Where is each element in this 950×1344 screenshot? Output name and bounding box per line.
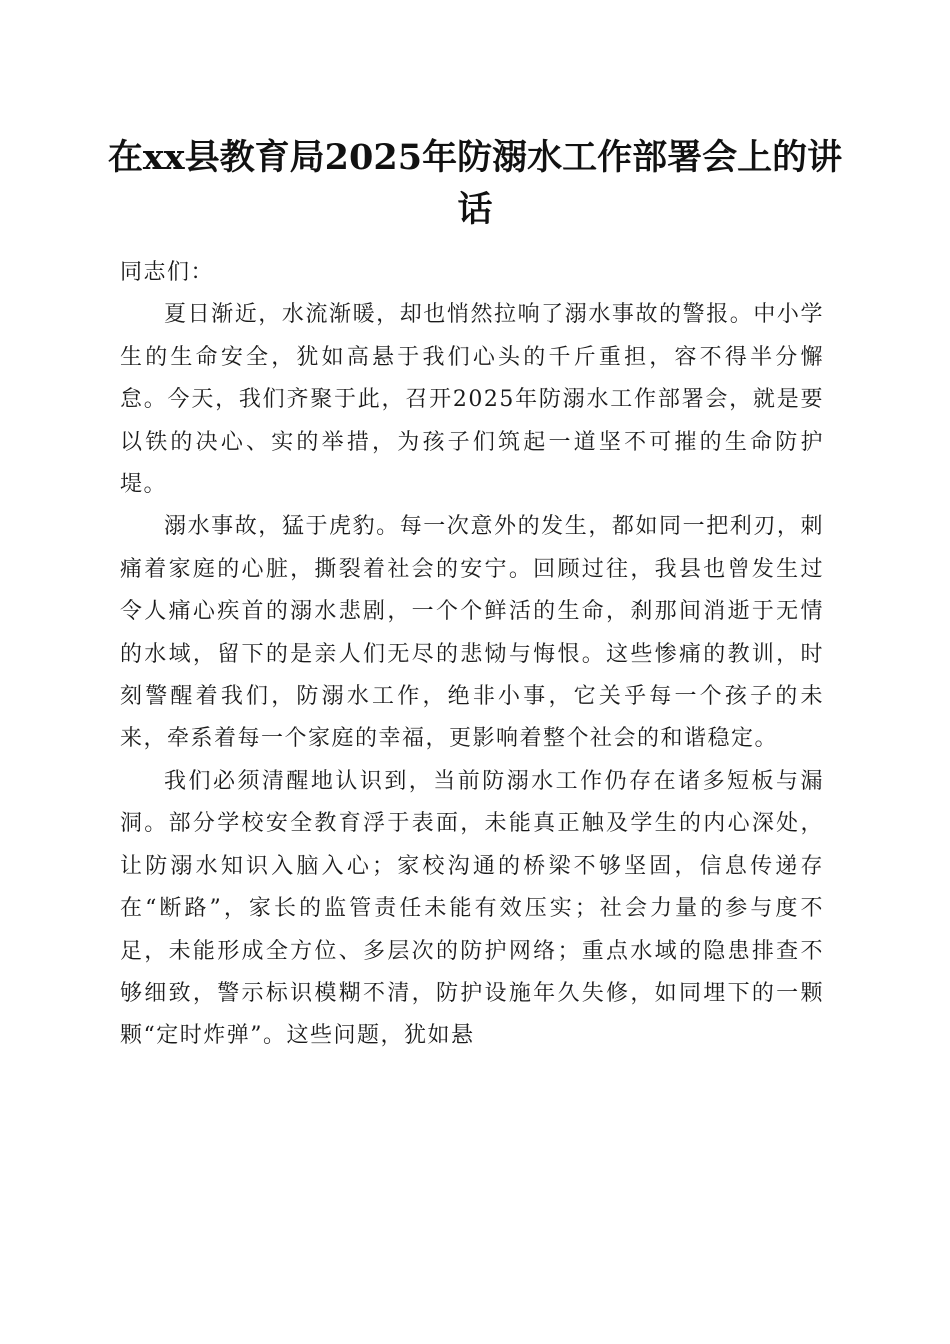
document-title: 在xx县教育局2025年防溺水工作部署会上的讲话 xyxy=(107,137,843,230)
paragraph-2: 溺水事故，猛于虎豹。每一次意外的发生，都如同一把利刃，刺痛着家庭的心脏，撕裂着社会的安宁。回顾过往，我县也曾发生过令人痛心疾首的溺水悲剧，一个个鲜活的生命，刹那间消逝于无情的水域，留下的是亲人们无尽的悲恸与悔恨。这些惨痛的教训，时刻警醒着我们，防溺水工作，绝非小事，它关乎每一个孩子的未来，牵系着每一个家庭的幸福，更影响着整个社会的和谐稳定。 xyxy=(120,514,824,752)
document-body xyxy=(120,252,824,1058)
salutation: 同志们： xyxy=(120,260,215,285)
paragraph-3: 我们必须清醒地认识到，当前防溺水工作仍存在诸多短板与漏洞。部分学校安全教育浮于表面，未能真正触及学生的内心深处，让防溺水知识入脑入心；家校沟通的桥梁不够坚固，信息传递存在“断路”，家长的监管责任未能有效压实；社会力量的参与度不足，未能形成全方位、多层次的防护网络；重点水域的隐患排查不够细致，警示标识模糊不清，防护设施年久失修，如同埋下的一颗颗“定时炸弹”。这些问题，犹如悬 xyxy=(120,768,824,1049)
paragraph-1: 夏日渐近，水流渐暖，却也悄然拉响了溺水事故的警报。中小学生的生命安全，犹如高悬于我们心头的千斤重担，容不得半分懈怠。今天，我们齐聚于此，召开2025年防溺水工作部署会，就是要以铁的决心、实的举措，为孩子们筑起一道坚不可摧的生命防护堤。 xyxy=(120,302,824,498)
